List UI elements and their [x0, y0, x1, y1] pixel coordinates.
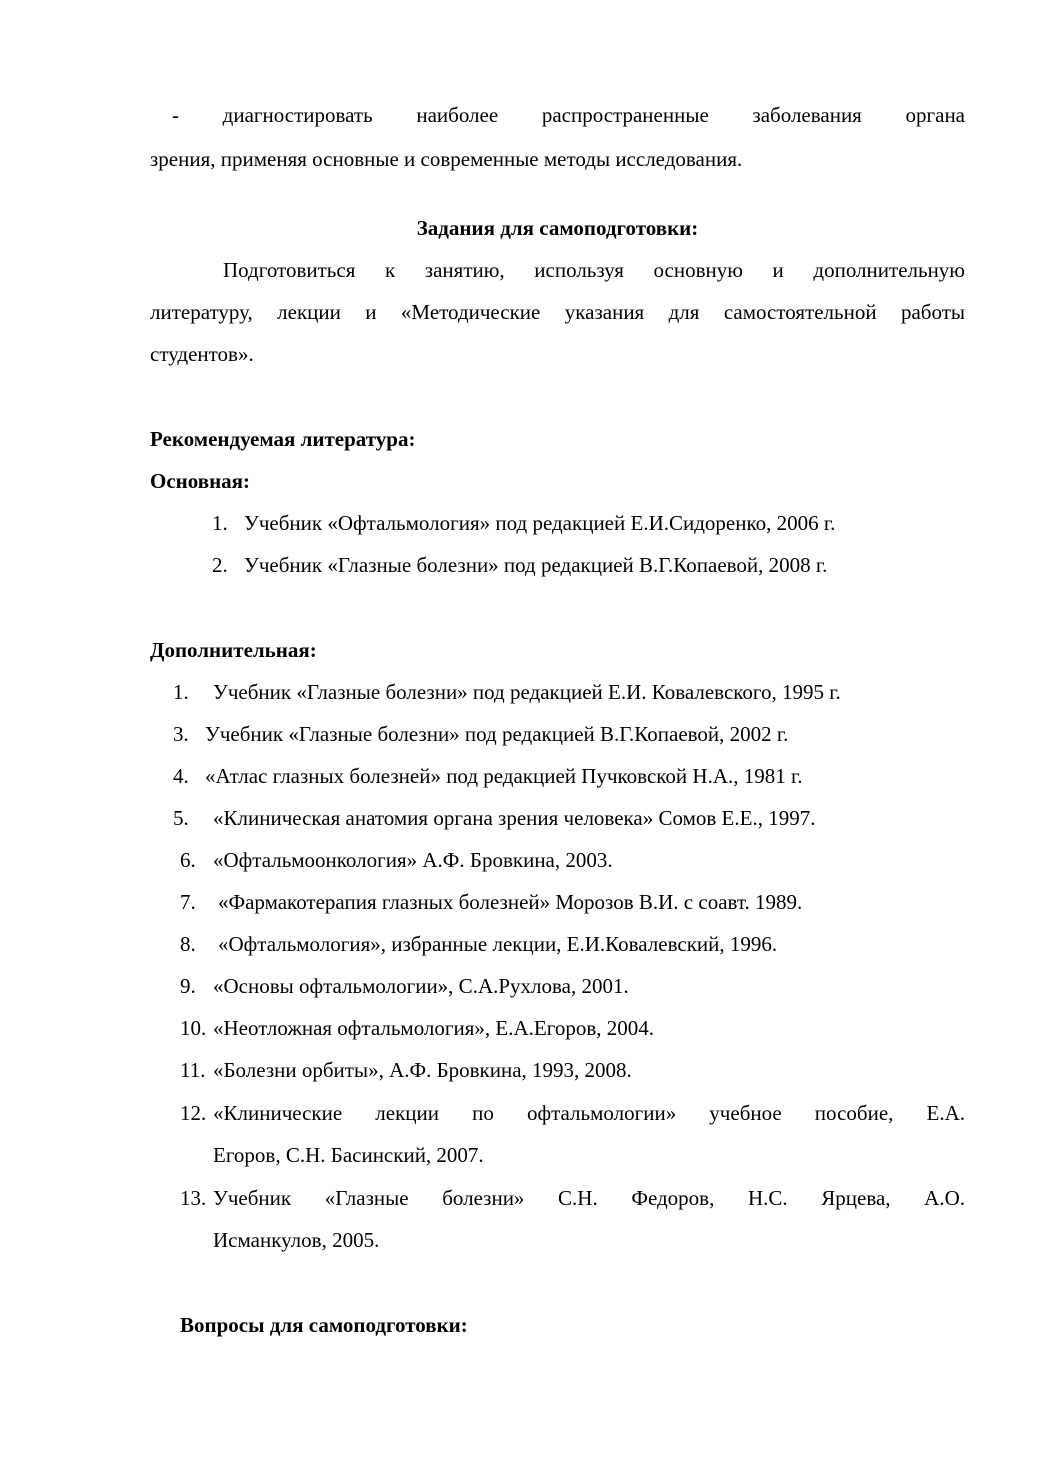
tasks-line-3: студентов». — [150, 342, 254, 366]
list-item: «Неотложная офтальмология», Е.А.Егоров, 2004. — [213, 1016, 654, 1040]
list-item-number: 11. — [180, 1058, 206, 1082]
tasks-line-1: Подготовиться к занятию, используя основную и дополнительную — [223, 258, 965, 282]
list-item-number: 6. — [180, 848, 196, 872]
list-item: «Основы офтальмологии», С.А.Рухлова, 2001. — [213, 974, 629, 998]
list-item-number: 7. — [180, 890, 196, 914]
list-item-number: 9. — [180, 974, 196, 998]
list-item: «Клиническая анатомия органа зрения человека» Сомов Е.Е., 1997. — [213, 806, 816, 830]
list-item-number: 1. — [173, 680, 189, 704]
list-item-number: 2. — [212, 553, 228, 577]
list-item: Учебник «Глазные болезни» С.Н. Федоров, Н.С. Ярцева, А.О. — [213, 1186, 965, 1210]
intro-line-2: зрения, применяя основные и современные методы исследования. — [150, 147, 743, 171]
main-literature-heading: Основная: — [150, 469, 251, 493]
extra-literature-heading: Дополнительная: — [150, 638, 317, 662]
list-item-number: 13. — [180, 1186, 207, 1210]
list-item: «Болезни орбиты», А.Ф. Бровкина, 1993, 2008. — [213, 1058, 632, 1082]
literature-heading: Рекомендуемая литература: — [150, 427, 416, 451]
tasks-line-2: литературу, лекции и «Методические указания для самостоятельной работы — [150, 300, 965, 324]
list-item: Учебник «Глазные болезни» под редакцией В.Г.Копаевой, 2008 г. — [244, 553, 828, 577]
list-item-number: 5. — [173, 806, 189, 830]
tasks-heading: Задания для самоподготовки: — [416, 216, 699, 240]
list-item-number: 1. — [212, 511, 228, 535]
list-item: «Офтальмоонкология» А.Ф. Бровкина, 2003. — [213, 848, 613, 872]
intro-line-1: - диагностировать наиболее распространенные заболевания органа — [172, 103, 965, 127]
list-item-number: 10. — [180, 1016, 207, 1040]
questions-heading: Вопросы для самоподготовки: — [180, 1313, 468, 1337]
list-item: «Офтальмология», избранные лекции, Е.И.Ковалевский, 1996. — [218, 932, 778, 956]
list-item-number: 8. — [180, 932, 196, 956]
list-item-continuation: Егоров, С.Н. Басинский, 2007. — [213, 1143, 484, 1167]
list-item-number: 3. — [173, 722, 189, 746]
list-item: «Фармакотерапия глазных болезней» Морозов В.И. с соавт. 1989. — [218, 890, 803, 914]
list-item-number: 12. — [180, 1101, 207, 1125]
list-item: Учебник «Глазные болезни» под редакцией Е.И. Ковалевского, 1995 г. — [213, 680, 841, 704]
list-item: «Атлас глазных болезней» под редакцией Пучковской Н.А., 1981 г. — [205, 764, 803, 788]
list-item: Учебник «Офтальмология» под редакцией Е.И.Сидоренко, 2006 г. — [244, 511, 836, 535]
list-item: Учебник «Глазные болезни» под редакцией В.Г.Копаевой, 2002 г. — [205, 722, 789, 746]
list-item-continuation: Исманкулов, 2005. — [213, 1228, 380, 1252]
list-item: «Клинические лекции по офтальмологии» учебное пособие, Е.А. — [213, 1101, 965, 1125]
list-item-number: 4. — [173, 764, 189, 788]
